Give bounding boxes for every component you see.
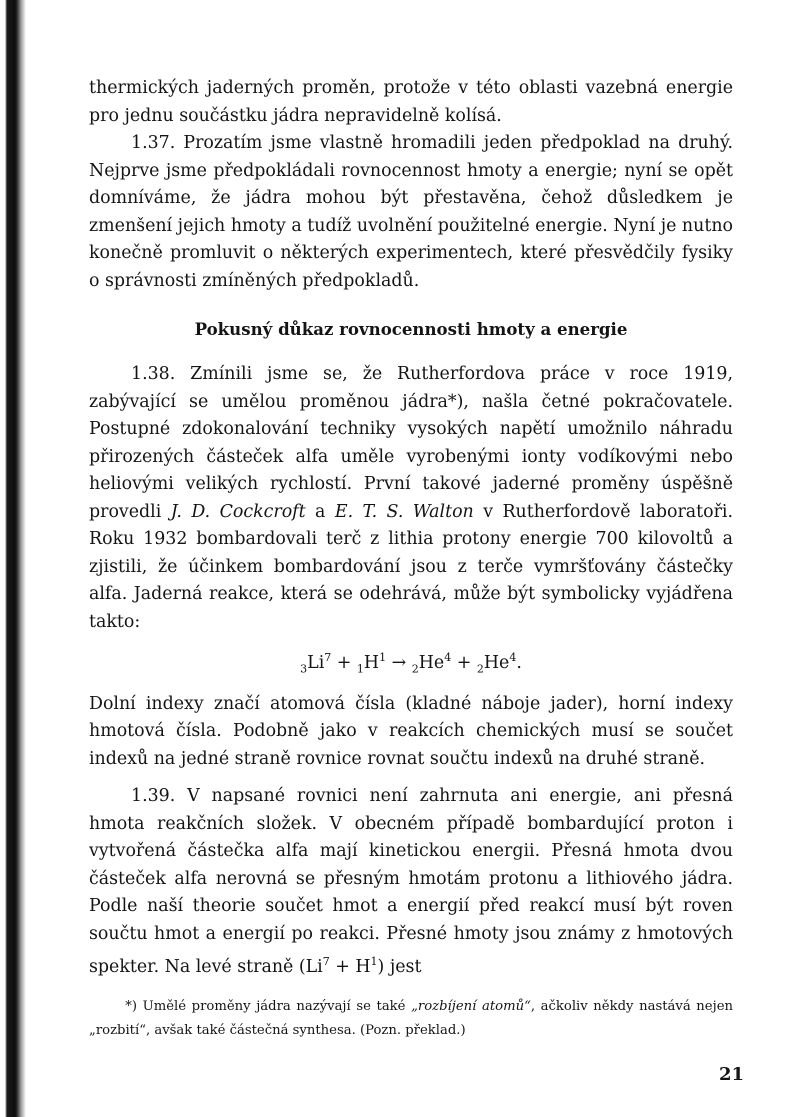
lithium-mass-number-inline: 7 bbox=[322, 955, 330, 969]
paragraph-1-37: 1.37. Prozatím jsme vlastně hromadili jeden předpoklad na druhý. Nejprve jsme předpokládali rovnocennost hmoty a energie; nyní se opět domníváme, že jádra mohou být přestavěna, čehož důsledkem je zmenšení jejich hmoty a tudíž uvolnění použitelné energie. Nyní je nutno konečně promluvit o některých experimentech, které přesvědčily fysiky o správnosti zmíněných předpokladů. bbox=[89, 133, 733, 291]
lithium-mass-number: 7 bbox=[324, 651, 332, 664]
paragraph-1-38-text-a: 1.38. Zmínili jsme se, že Rutherfordova práce v roce 1919, zabývající se umělou proměnou jádra*), našla četné pokračovatele. Postupné zdokonalování techniky vysokých napětí umožnilo náhradu přirozených částeček alfa uměle vyrobenými ionty vodíkovými nebo heliovými velikých rychlostí. První takové jaderné proměny úspěšně provedli bbox=[89, 364, 733, 522]
indices-paragraph: Dolní indexy značí atomová čísla (kladné náboje jader), horní indexy hmotová čísla. Podobně jako v reakcích chemických musí se součet indexů na jedné straně rovnice rovnat součtu indexů na druhé straně. bbox=[89, 693, 733, 769]
helium-mass-number: 4 bbox=[444, 651, 452, 664]
footnote-marker: *) bbox=[125, 999, 137, 1014]
footnote-text-b: , ačkoliv někdy nastává nejen „rozbití“, avšak také částečná synthesa. (Pozn. překlad.) bbox=[89, 999, 733, 1038]
helium-symbol: He bbox=[418, 652, 445, 673]
lithium-atomic-number: 3 bbox=[300, 662, 308, 676]
helium-symbol: He bbox=[483, 652, 510, 673]
hydrogen-mass-number: 1 bbox=[379, 651, 387, 664]
helium-mass-number: 4 bbox=[509, 651, 517, 664]
hydrogen-mass-number-inline: 1 bbox=[370, 955, 378, 969]
paragraph-1-39-text-b: ) jest bbox=[377, 957, 422, 978]
plus-sign: + bbox=[451, 652, 477, 673]
binding-edge bbox=[0, 0, 26, 1117]
reaction-arrow: → bbox=[386, 652, 412, 673]
section-heading: Pokusný důkaz rovnocennosti hmoty a energie bbox=[194, 319, 628, 339]
equation-period: . bbox=[516, 652, 522, 673]
name-walton: E. T. S. Walton bbox=[334, 501, 474, 522]
conjunction: a bbox=[305, 501, 335, 522]
paragraph-1-38-text-b: v Rutherfordově laboratoři. Roku 1932 bombardovali terč z lithia protony energie 700 kilovoltů a zjistili, že účinkem bombardování jsou z terče vymršťovány částečky alfa. Jaderná reakce, která se odehrává, může být symbolicky vyjádřena takto: bbox=[89, 501, 734, 632]
intro-paragraph: thermických jaderných proměn, protože v této oblasti vazebná energie pro jednu součástku jádra nepravidelně kolísá. bbox=[89, 78, 733, 126]
footnote-italic-term: „rozbíjení atomů“ bbox=[411, 999, 531, 1014]
helium-atomic-number: 2 bbox=[476, 662, 484, 676]
paragraph-1-38 bbox=[89, 361, 733, 636]
page-number: 21 bbox=[718, 1064, 744, 1085]
name-cockcroft: J. D. Cockcroft bbox=[170, 501, 306, 522]
hydrogen-symbol: H bbox=[363, 652, 380, 673]
footnote-text-a: Umělé proměny jádra nazývají se také bbox=[137, 999, 412, 1014]
lithium-symbol: Li bbox=[307, 652, 325, 673]
helium-atomic-number: 2 bbox=[411, 662, 419, 676]
page-body bbox=[89, 75, 733, 982]
paragraph-1-39 bbox=[89, 783, 733, 981]
paragraph-1-39-mid: + H bbox=[329, 957, 371, 978]
reaction-equation bbox=[89, 644, 733, 683]
hydrogen-atomic-number: 1 bbox=[356, 662, 364, 676]
plus-sign: + bbox=[331, 652, 357, 673]
footnote bbox=[89, 995, 733, 1043]
paragraph-1-39-text-a: 1.39. V napsané rovnici není zahrnuta ani energie, ani přesná hmota reakčních složek. V obecném případě bombardující proton i vytvořená částečka alfa mají kinetickou energii. Přesná hmota dvou částeček alfa nerovná se přesným hmotám protonu a lithiového jádra. Podle naší theorie součet hmot a energií před reakcí musí být roven součtu hmot a energií po reakci. Přesné hmoty jsou známy z hmotových spekter. Na levé straně (Li bbox=[89, 786, 733, 978]
